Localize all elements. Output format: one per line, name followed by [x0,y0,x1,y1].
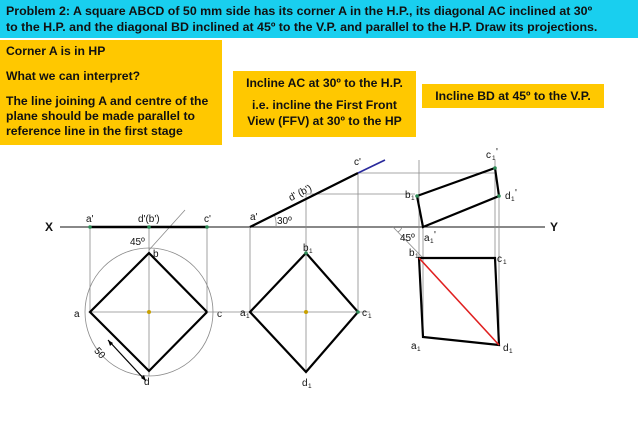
stage-3-front-view [417,168,499,227]
label-s2-a-fv: a' [250,212,258,223]
angle-45-arc [398,227,402,232]
label-s3-a: a [411,341,417,352]
stage-3-fv-point-b [415,194,419,198]
stage-2-fv-extension [358,160,385,173]
stage-1-centre [147,310,151,314]
stage-3-fv-point-c [493,166,497,170]
problem-statement-line-2: to the H.P. and the diagonal BD inclined at 45º to the V.P. and parallel to the H.P. Draw its projections. [6,20,598,34]
label-s3-d-sub: 1 [509,348,513,355]
label-s3-b-fv-sub: 1 [411,195,415,202]
line-joining-note: The line joining A and centre of the plane should be made parallel to reference line in the first stage [6,94,209,138]
stage-2-front-view-line [250,173,358,227]
label-s3-b-fv: b [405,190,411,201]
label-s2-angle-30: 30º [277,216,292,227]
interpret-question: What we can interpret? [6,69,141,83]
stage-2-centre [304,310,308,314]
label-s3-c-sub: 1 [503,259,507,266]
diagonal-bd [419,258,499,345]
stage-1-fv-point-a [88,225,92,229]
stage-2-top-view-rhombus [250,253,358,372]
label-s3-a-fv-prime: ' [434,230,436,241]
label-s3-b: b [409,248,415,259]
label-s3-angle-45: 45º [400,233,415,244]
label-y: Y [550,220,559,234]
label-s2-c: c [362,308,367,319]
label-s3-a-fv: a [424,233,430,244]
label-s3-a-fv-sub: 1 [430,238,434,245]
label-s2-bd-fv: d' (b') [287,182,314,204]
label-s2-d-sub: 1 [308,383,312,390]
label-s3-d: d [503,343,509,354]
label-s2-a: a [240,308,246,319]
label-s3-d-fv-prime: ' [515,188,517,199]
label-s2-b: b [303,243,309,254]
stage-2-point-c [356,310,360,314]
label-s1-c-fv: c' [204,214,211,225]
label-s2-a-sub: 1 [246,313,250,320]
dimension-50: 50 [91,345,108,362]
label-x: X [45,220,54,234]
label-s2-c-sub: 1 [368,313,372,320]
stage-2-construction [207,173,495,372]
dimension-line-50 [108,340,146,381]
stage-3-fv-point-d [497,194,501,198]
label-s1-c: c [217,309,222,320]
label-s1-b: b [153,249,159,260]
incline-bd-text: Incline BD at 45º to the V.P. [435,89,591,103]
first-front-view-text: i.e. incline the First Front View (FFV) at 30º to the HP [247,98,402,128]
problem-statement-line-1: Problem 2: A square ABCD of 50 mm side has its corner A in the H.P., its diagonal AC inclined at 30º [6,4,593,18]
label-s1-angle-45: 45º [130,237,145,248]
incline-ac-text: Incline AC at 30º to the H.P. [246,76,403,90]
stage-1-fv-point-bd [147,225,151,229]
label-s1-bd-fv: d'(b') [138,214,160,225]
label-s2-d: d [302,378,308,389]
stage-1-fv-point-c [205,225,209,229]
label-s3-a-sub: 1 [417,346,421,353]
label-s1-d: d [144,377,150,388]
label-s2-b-sub: 1 [309,248,313,255]
label-s3-d-fv: d [505,191,511,202]
corner-note: Corner A is in HP [6,44,106,58]
label-s1-a: a [74,309,80,320]
label-s3-d-fv-sub: 1 [511,196,515,203]
label-s1-a-fv: a' [86,214,94,225]
label-s3-b-sub: 1 [415,253,419,260]
label-s2-c-fv: c' [354,157,361,168]
label-s3-c-fv-sub: 1 [492,155,496,162]
label-s3-c-fv: c [486,150,491,161]
label-s3-c-fv-prime: ' [496,147,498,158]
label-s3-c: c [497,254,502,265]
